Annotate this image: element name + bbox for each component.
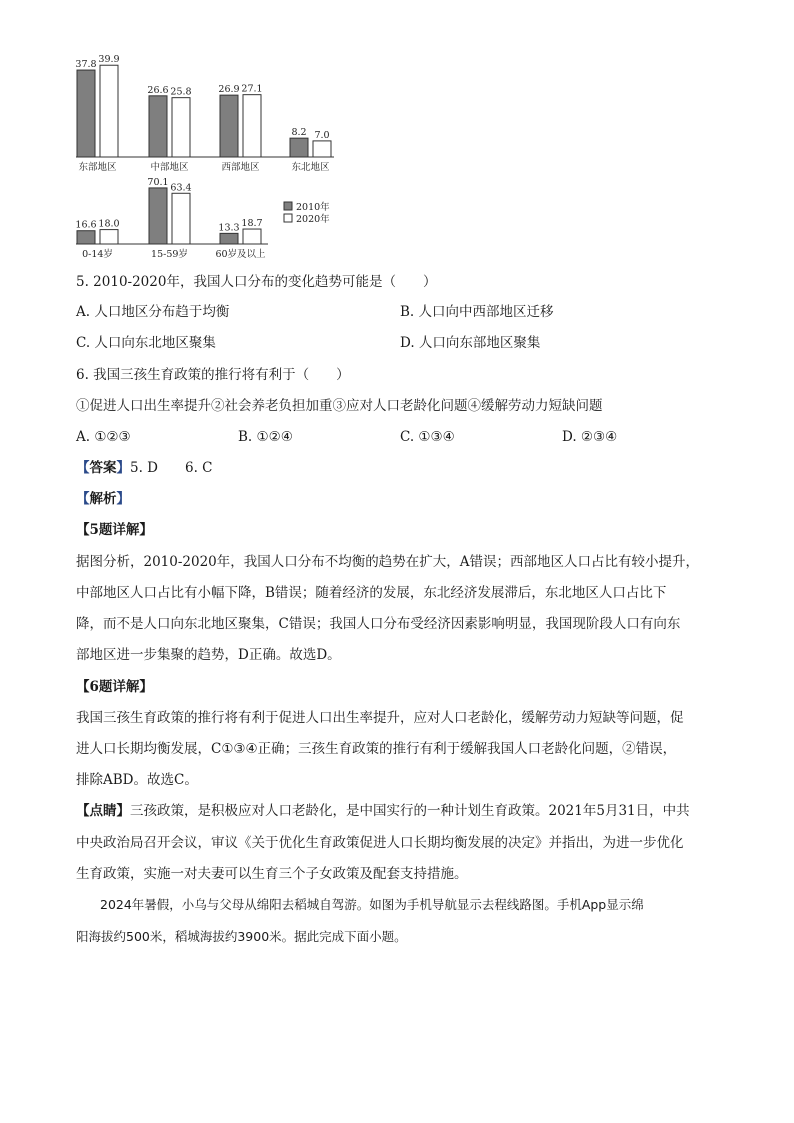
bar-2020 — [172, 193, 190, 244]
category-label: 15-59岁 — [151, 249, 188, 260]
answer-label: 答案 — [89, 460, 117, 476]
legend-swatch-2010 — [284, 202, 292, 210]
q6-stem: 6. 我国三孩生育政策的推行将有利于（ ） — [76, 367, 350, 383]
q6-items: ①促进人口出生率提升②社会养老负担加重③应对人口老龄化问题④缓解劳动力短缺问题 — [76, 398, 603, 414]
note-line-1: 【点睛】三孩政策，是积极应对人口老龄化，是中国实行的一种计划生育政策。2021年5月31日，中共 — [76, 803, 690, 819]
q6-option-c: C. ①③④ — [400, 429, 455, 445]
bar-value-label: 16.6 — [75, 219, 97, 231]
answer-line: 【答案】5. D 6. C — [76, 460, 213, 476]
note-line-2: 中央政治局召开会议，审议《关于优化生育政策促进人口长期均衡发展的决定》并指出，为进一步优化 — [76, 835, 684, 851]
detail5-line-1: 据图分析，2010-2020年，我国人口分布不均衡的趋势在扩大，A错误；西部地区人口占比有较小提升， — [76, 554, 700, 570]
bar-value-label: 25.8 — [170, 86, 192, 98]
next-intro-line-1: 2024年暑假，小乌与父母从绵阳去稻城自驾游。如图为手机导航显示去程线路图。手机App显示绵 — [100, 897, 644, 912]
analysis-label: 解析 — [89, 491, 117, 507]
legend-label-2020: 2020年 — [296, 214, 330, 225]
bar-value-label: 7.0 — [314, 129, 330, 141]
bar-2020 — [100, 65, 118, 157]
bar-value-label: 8.2 — [291, 127, 307, 139]
next-intro-line-2: 阳海拔约500米，稻城海拔约3900米。据此完成下面小题。 — [76, 929, 407, 944]
detail5-label: 5题详解 — [89, 522, 140, 538]
bar-2020 — [243, 95, 261, 157]
category-label: 东部地区 — [78, 162, 117, 173]
detail6-label: 6题详解 — [89, 679, 140, 695]
bar-2020 — [172, 98, 190, 157]
note-line-3: 生育政策，实施一对夫妻可以生育三个子女政策及配套支持措施。 — [76, 866, 468, 882]
bar-value-label: 18.0 — [98, 218, 120, 230]
note-label: 点睛 — [89, 803, 117, 819]
answer-text: 5. D 6. C — [130, 460, 213, 476]
q5-option-b: B. 人口向中西部地区迁移 — [400, 304, 554, 320]
bar-2020 — [243, 229, 261, 244]
bar-2020 — [100, 230, 118, 244]
detail5-heading: 【5题详解】 — [76, 522, 153, 538]
detail5-line-3: 降，而不是人口向东北地区聚集，C错误；我国人口分布受经济因素影响明显，我国现阶段人口有向东 — [76, 616, 681, 632]
detail6-heading: 【6题详解】 — [76, 679, 153, 695]
category-label: 东北地区 — [291, 162, 330, 173]
q5-option-d: D. 人口向东部地区聚集 — [400, 335, 541, 351]
category-label: 60岁及以上 — [215, 249, 266, 260]
q6-option-a: A. ①②③ — [76, 429, 131, 445]
bar-value-label: 13.3 — [218, 222, 240, 234]
bar-value-label: 70.1 — [147, 176, 169, 188]
bar-2010 — [220, 233, 238, 244]
bar-2010 — [149, 188, 167, 244]
bar-2010 — [77, 231, 95, 244]
bar-2020 — [313, 141, 331, 157]
detail6-line-3: 排除ABD。故选C。 — [76, 772, 198, 788]
analysis-heading: 【解析】 — [76, 491, 130, 507]
legend-label-2010: 2010年 — [296, 202, 330, 213]
legend-swatch-2020 — [284, 214, 292, 222]
note-text-1: 三孩政策，是积极应对人口老龄化，是中国实行的一种计划生育政策。2021年5月31日，中共 — [130, 803, 690, 819]
bar-2010 — [220, 95, 238, 157]
age-structure-bar-chart — [75, 177, 330, 260]
region-population-bar-chart — [75, 54, 334, 173]
q6-option-b: B. ①②④ — [238, 429, 293, 445]
bar-2010 — [149, 96, 167, 157]
q6-option-d: D. ②③④ — [562, 429, 618, 445]
detail5-line-4: 部地区进一步集聚的趋势，D正确。故选D。 — [76, 647, 341, 663]
detail6-line-1: 我国三孩生育政策的推行将有利于促进人口出生率提升，应对人口老龄化，缓解劳动力短缺等问题，促 — [76, 710, 684, 726]
q5-stem: 5. 2010-2020年，我国人口分布的变化趋势可能是（ ） — [76, 274, 437, 290]
detail6-line-2: 进人口长期均衡发展，C①③④正确；三孩生育政策的推行有利于缓解我国人口老龄化问题，②错误， — [76, 741, 677, 757]
bar-value-label: 18.7 — [241, 218, 263, 230]
q5-option-a: A. 人口地区分布趋于均衡 — [76, 304, 230, 320]
bar-2010 — [77, 70, 95, 157]
category-label: 中部地区 — [150, 162, 189, 173]
bar-value-label: 27.1 — [241, 83, 263, 95]
bar-2010 — [290, 138, 308, 157]
population-charts — [0, 0, 794, 260]
category-label: 西部地区 — [221, 162, 260, 173]
bar-value-label: 63.4 — [170, 182, 192, 194]
q5-option-c: C. 人口向东北地区聚集 — [76, 335, 216, 351]
detail5-line-2: 中部地区人口占比有小幅下降，B错误；随着经济的发展，东北经济发展滞后，东北地区人口占比下 — [76, 585, 667, 601]
category-label: 0-14岁 — [82, 249, 113, 260]
bar-value-label: 39.9 — [98, 54, 120, 66]
bar-value-label: 26.6 — [147, 84, 169, 96]
bar-value-label: 37.8 — [75, 59, 97, 71]
bar-value-label: 26.9 — [218, 84, 240, 96]
